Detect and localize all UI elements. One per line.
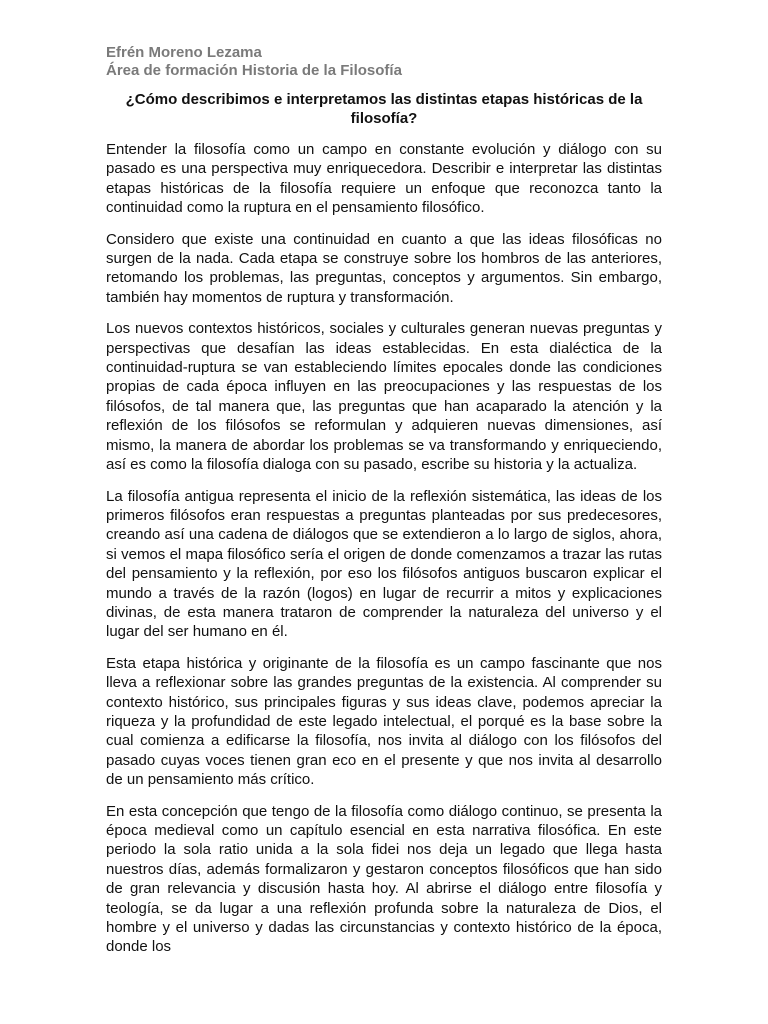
paragraph: Esta etapa histórica y originante de la filosofía es un campo fascinante que nos lleva a reflexionar sobre las grandes preguntas de la existencia. Al comprender su contexto histórico, sus principales figuras y sus ideas clave, podemos apreciar la riqueza y la profundidad de este legado intelectual, el porqué es la base sobre la cual comienza a edificarse la filosofía, nos invita al diálogo con los filósofos del pasado cuyas voces tienen gran eco en el presente y que nos invita al desarrollo de un pensamiento más crítico.	[106, 654, 662, 789]
paragraph: Considero que existe una continuidad en cuanto a que las ideas filosóficas no surgen de la nada. Cada etapa se construye sobre los hombros de las anteriores, retomando los problemas, las preguntas, conceptos y argumentos. Sin embargo, también hay momentos de ruptura y transformación.	[106, 230, 662, 306]
author-name: Efrén Moreno Lezama	[106, 44, 262, 61]
subject-area: Área de formación Historia de la Filosofía	[106, 62, 402, 79]
paragraph: La filosofía antigua representa el inicio de la reflexión sistemática, las ideas de los primeros filósofos eran respuestas a preguntas planteadas por sus predecesores, creando así una cadena de diálogos que se extendieron a lo largo de siglos, ahora, si vemos el mapa filosófico sería el origen de donde comenzamos a trazar las rutas del pensamiento y la reflexión, por eso los filósofos antiguos buscaron explicar el mundo a través de la razón (logos) en lugar de recurrir a mitos y explicaciones divinas, de esta manera trataron de comprender la naturaleza del universo y el lugar del ser humano en él.	[106, 487, 662, 641]
paragraph: Entender la filosofía como un campo en constante evolución y diálogo con su pasado es una perspectiva muy enriquecedora. Describir e interpretar las distintas etapas históricas de la filosofía requiere un enfoque que reconozca tanto la continuidad como la ruptura en el pensamiento filosófico.	[106, 141, 662, 217]
paragraph: En esta concepción que tengo de la filosofía como diálogo continuo, se presenta la época medieval como un capítulo esencial en esta narrativa filosófica. En este periodo la sola ratio unida a la sola fidei nos deja un legado que llega hasta nuestros días, además formalizaron y gestaron conceptos filosóficos que han sido de gran relevancia y discusión hasta hoy. Al abrirse el diálogo entre filosofía y teología, se da lugar a una reflexión profunda sobre la naturaleza de Dios, el hombre y el universo y dadas las circunstancias y contexto histórico de la época, donde los	[106, 802, 662, 956]
document-page	[106, 44, 662, 969]
paragraph: Los nuevos contextos históricos, sociales y culturales generan nuevas preguntas y perspectivas que desafían las ideas establecidas. En esta dialéctica de la continuidad-ruptura se van estableciendo límites epocales donde las condiciones propias de cada época influyen en las preocupaciones y las respuestas de los filósofos, de tal manera que, las preguntas que han acaparado la atención y la reflexión de los filósofos se reformulan y adquieren nuevas dimensiones, así mismo, la manera de abordar los problemas se va transformando y enriqueciendo, así es como la filosofía dialoga con su pasado, escribe su historia y la actualiza.	[106, 320, 662, 474]
document-title: ¿Cómo describimos e interpretamos las distintas etapas históricas de la filosofía?	[125, 91, 643, 127]
